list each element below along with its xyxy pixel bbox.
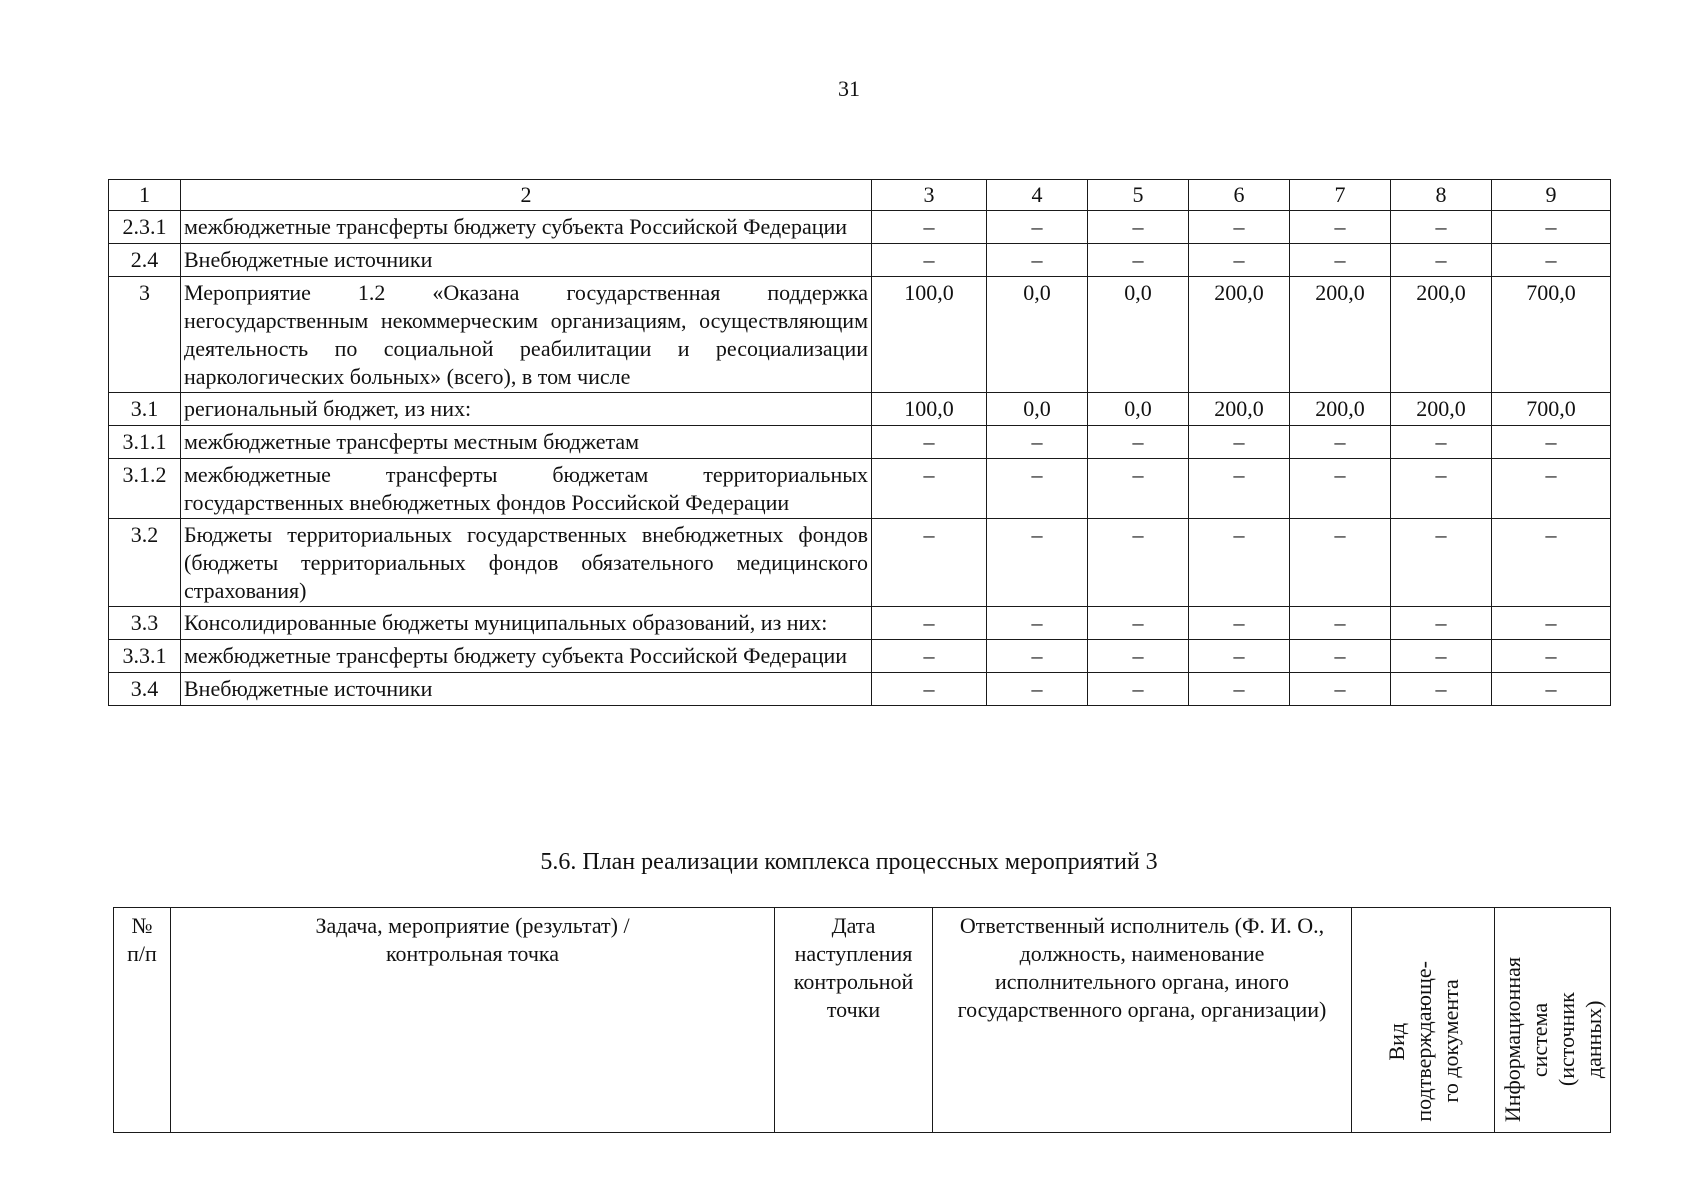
row-value: 200,0 [1290,393,1391,426]
plan-header-row [114,908,1611,1133]
row-number: 2.4 [109,244,181,277]
row-value: – [1391,519,1492,607]
implementation-plan-table [113,907,1611,1133]
header-responsible [933,908,1352,1133]
row-value: 700,0 [1492,277,1611,393]
row-value: 0,0 [1088,277,1189,393]
page-number: 31 [838,76,860,101]
row-value: – [1290,426,1391,459]
row-value: – [1391,244,1492,277]
table-row [109,607,1611,640]
row-value: – [987,244,1088,277]
header-task-line: контрольная точка [385,941,560,966]
table-row [109,426,1611,459]
header-date-line: наступления [794,941,913,966]
row-value: – [1492,459,1611,519]
column-number: 2 [181,180,872,211]
column-number: 6 [1189,180,1290,211]
row-value: – [1088,244,1189,277]
row-value: 200,0 [1391,277,1492,393]
column-number: 8 [1391,180,1492,211]
row-value: – [1492,426,1611,459]
row-value: – [1492,211,1611,244]
row-value: – [1189,607,1290,640]
row-value: – [987,640,1088,673]
row-value: 200,0 [1189,393,1290,426]
row-value: – [872,607,987,640]
row-value: – [987,426,1088,459]
row-value: – [872,426,987,459]
row-number: 3.1.1 [109,426,181,459]
row-value: – [1189,426,1290,459]
table-row [109,211,1611,244]
row-value: – [1088,640,1189,673]
row-description: Бюджеты территориальных государственных внебюджетных фондов (бюджеты территориальных фондов обязательного медицинского страхования) [181,519,872,607]
header-responsible-line: должность, наименование [1019,941,1265,966]
row-value: – [1189,244,1290,277]
row-value: 700,0 [1492,393,1611,426]
row-value: – [1391,673,1492,706]
row-description: межбюджетные трансферты бюджету субъекта Российской Федерации [181,640,872,673]
row-number: 3.3.1 [109,640,181,673]
header-date-line: Дата [831,913,876,938]
header-task [171,908,775,1133]
row-value: 200,0 [1189,277,1290,393]
row-value: – [1391,640,1492,673]
table-row [109,244,1611,277]
row-value: – [1189,640,1290,673]
row-value: – [1189,673,1290,706]
column-number: 7 [1290,180,1391,211]
row-description: межбюджетные трансферты бюджетам территориальных государственных внебюджетных фондов Российской Федерации [181,459,872,519]
row-value: – [1088,519,1189,607]
header-document-line: Вид [1383,1022,1409,1061]
header-date-line: точки [826,997,881,1022]
header-number [114,908,171,1133]
header-task-line: Задача, мероприятие (результат) / [315,913,630,938]
row-value: – [1492,519,1611,607]
financing-table [108,179,1611,706]
header-date-line: контрольной [793,969,914,994]
column-number: 1 [109,180,181,211]
row-value: – [1492,607,1611,640]
header-info-system [1495,908,1611,1133]
row-value: – [872,459,987,519]
row-number: 3.1 [109,393,181,426]
row-value: 100,0 [872,277,987,393]
row-value: – [1189,519,1290,607]
row-value: – [872,519,987,607]
row-number: 3.4 [109,673,181,706]
table-row [109,519,1611,607]
row-value: 200,0 [1391,393,1492,426]
row-value: – [1290,244,1391,277]
row-description: Консолидированные бюджеты муниципальных образований, из них: [181,607,872,640]
row-description: региональный бюджет, из них: [181,393,872,426]
row-value: – [1492,244,1611,277]
row-value: – [872,211,987,244]
row-value: – [1391,426,1492,459]
row-number: 3.1.2 [109,459,181,519]
column-number: 9 [1492,180,1611,211]
row-number: 3.3 [109,607,181,640]
row-value: – [1088,459,1189,519]
column-number: 4 [987,180,1088,211]
row-value: – [872,640,987,673]
row-value: – [872,244,987,277]
row-description: Внебюджетные источники [181,244,872,277]
row-value: – [1088,211,1189,244]
header-document-line: подтверждающе- [1410,961,1436,1122]
row-value: – [987,519,1088,607]
header-number-line: № [131,913,153,938]
header-info-line: (источник [1553,992,1579,1087]
row-value: – [1290,640,1391,673]
row-value: – [987,459,1088,519]
row-description: Мероприятие 1.2 «Оказана государственная поддержка негосударственным некоммерческим организациям, осуществляющим деятельность по социальной реабилитации и ресоциализации наркологических больных» (всего), в том числе [181,277,872,393]
header-document-type [1352,908,1495,1133]
table-row [109,673,1611,706]
row-value: – [1290,607,1391,640]
row-number: 3 [109,277,181,393]
table-row [109,640,1611,673]
row-value: – [1391,211,1492,244]
row-value: 0,0 [987,277,1088,393]
header-info-line: Информационная [1499,956,1525,1122]
row-value: – [1391,607,1492,640]
header-info-line: система [1526,1002,1552,1077]
column-number: 3 [872,180,987,211]
row-value: – [1492,673,1611,706]
column-number: 5 [1088,180,1189,211]
section-title: 5.6. План реализации комплекса процессных мероприятий 3 [540,849,1158,875]
row-value: – [1290,211,1391,244]
row-value: – [1290,519,1391,607]
header-responsible-line: государственного органа, организации) [957,997,1327,1022]
row-value: – [1189,459,1290,519]
row-value: – [872,673,987,706]
row-value: – [987,673,1088,706]
table-row [109,393,1611,426]
row-value: – [1290,673,1391,706]
header-document-line: го документа [1437,980,1463,1104]
row-value: – [987,607,1088,640]
row-value: – [1088,426,1189,459]
header-number-line: п/п [127,941,157,966]
table-row [109,459,1611,519]
row-value: 0,0 [1088,393,1189,426]
row-value: – [1088,607,1189,640]
row-value: – [1492,640,1611,673]
table-row [109,277,1611,393]
row-value: 0,0 [987,393,1088,426]
header-date [775,908,933,1133]
row-value: – [1290,459,1391,519]
row-value: – [1088,673,1189,706]
column-numbers-row [109,180,1611,211]
row-description: межбюджетные трансферты местным бюджетам [181,426,872,459]
row-value: 100,0 [872,393,987,426]
row-number: 3.2 [109,519,181,607]
row-value: – [987,211,1088,244]
header-info-line: данных) [1580,1000,1606,1079]
header-responsible-line: Ответственный исполнитель (Ф. И. О., [959,913,1325,938]
row-value: 200,0 [1290,277,1391,393]
row-description: Внебюджетные источники [181,673,872,706]
row-description: межбюджетные трансферты бюджету субъекта Российской Федерации [181,211,872,244]
row-value: – [1189,211,1290,244]
row-value: – [1391,459,1492,519]
header-responsible-line: исполнительного органа, иного [994,969,1290,994]
row-number: 2.3.1 [109,211,181,244]
